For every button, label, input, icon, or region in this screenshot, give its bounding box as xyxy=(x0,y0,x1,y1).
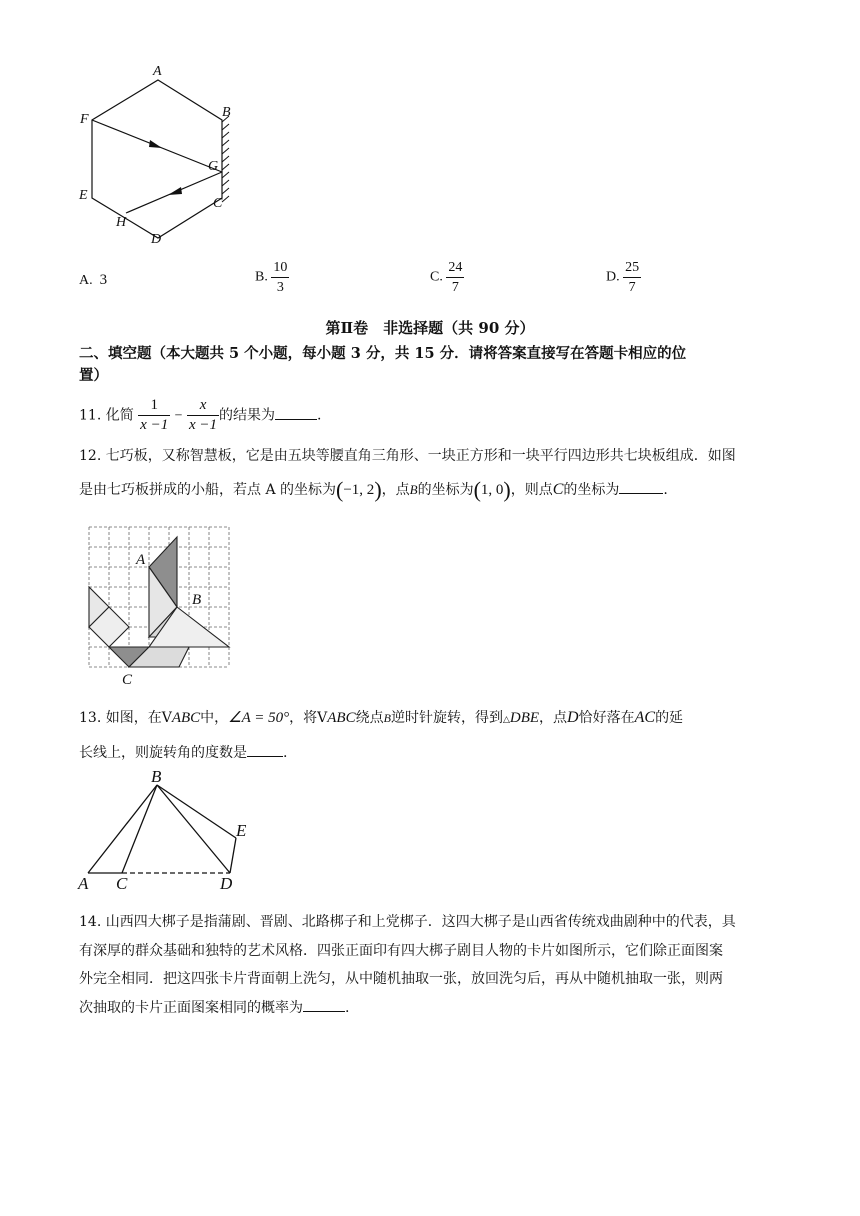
q13-line1-a: 13. 如图，在V xyxy=(79,710,172,726)
q13-answer-blank xyxy=(247,742,283,757)
label-G: G xyxy=(208,159,219,174)
q12-line2-d: ，则点 xyxy=(510,482,553,498)
option-b xyxy=(255,258,289,297)
q13-ac: AC xyxy=(634,709,656,726)
q13-line2 xyxy=(79,742,799,763)
q13-line1 xyxy=(79,706,799,732)
question-11 xyxy=(79,396,322,435)
rot-label-E: E xyxy=(236,821,247,840)
boat-label-C: C xyxy=(122,672,133,688)
q12-end: . xyxy=(663,482,668,498)
label-A: A xyxy=(153,64,162,79)
option-a-letter: A. xyxy=(79,273,93,288)
question-13 xyxy=(79,706,799,763)
q11-prefix: 11. 化简 xyxy=(79,407,134,424)
q14-line1: 14. 山西四大梆子是指蒲剧、晋剧、北路梆子和上党梆子．这四大梆子是山西省传统戏曲剧种中的代表，具 xyxy=(79,914,736,930)
option-b-fraction xyxy=(271,258,289,297)
q13-line1-d: 绕点 xyxy=(355,710,384,726)
segment-BC xyxy=(122,785,157,873)
question-12 xyxy=(79,446,799,503)
q13-angle: ∠A = 50° xyxy=(228,710,290,726)
q13-line1-f: ，点 xyxy=(539,710,568,726)
rotation-triangle-figure xyxy=(74,766,264,896)
boat-label-A: A xyxy=(136,552,146,568)
option-b-letter: B. xyxy=(255,269,268,285)
label-H: H xyxy=(116,215,127,230)
option-d-denominator: 7 xyxy=(628,280,636,295)
q14-line4 xyxy=(79,994,799,1023)
rot-label-B: B xyxy=(151,767,162,786)
q11-f2-num: x xyxy=(187,396,219,416)
arrow-FG xyxy=(149,140,162,148)
label-F: F xyxy=(80,112,89,127)
q13-line1-e: 逆时针旋转，得到 xyxy=(390,710,503,726)
segment-BE xyxy=(157,785,236,838)
label-B: B xyxy=(222,105,231,120)
q12-line2 xyxy=(79,477,799,503)
option-d-fraction xyxy=(623,258,641,297)
q13-abc: ABC xyxy=(171,710,201,726)
q13-line1-c: ，将V xyxy=(289,710,328,726)
option-c-numerator: 24 xyxy=(446,258,464,278)
section2-heading xyxy=(79,343,799,387)
label-C: C xyxy=(213,196,223,211)
option-b-denominator: 3 xyxy=(276,280,284,295)
q12-point-b: B xyxy=(409,482,418,497)
mirror-hatching xyxy=(222,116,229,202)
q12-line2-e: 的坐标为 xyxy=(563,482,620,498)
q14-line4-text: 次抽取的卡片正面图案相同的概率为 xyxy=(79,1000,303,1017)
q11-fraction-2 xyxy=(187,396,219,435)
q11-minus: − xyxy=(174,408,183,424)
q12-coord-b: 1, 0 xyxy=(480,482,504,498)
q11-suffix: 的结果为 xyxy=(219,407,276,424)
q12-coord-a: −1, 2 xyxy=(343,482,375,498)
option-d-letter: D. xyxy=(606,269,620,285)
q13-line2-a: 长线上，则旋转角的度数是 xyxy=(79,745,247,761)
q13-line1-g: 恰好落在 xyxy=(578,710,635,726)
q13-point-d: D xyxy=(567,709,579,726)
q12-paren-close-a: ) xyxy=(374,477,382,502)
q12-line2-b: ，点 xyxy=(381,482,410,498)
tangram-boat-figure xyxy=(80,520,240,692)
segment-BD xyxy=(157,785,230,873)
option-d-numerator: 25 xyxy=(623,258,641,278)
q11-f2-den: x −1 xyxy=(189,417,218,433)
tangram-pieces xyxy=(89,537,229,667)
q12-line2-c: 的坐标为 xyxy=(417,482,474,498)
segment-DE xyxy=(230,838,236,873)
q13-end: . xyxy=(283,745,288,761)
q14-answer-blank xyxy=(303,997,345,1012)
option-b-numerator: 10 xyxy=(271,258,289,278)
q11-f1-den: x −1 xyxy=(140,417,169,433)
q13-point-b: B xyxy=(383,711,391,725)
q13-triangle-symbol: △ xyxy=(502,715,510,725)
hexagon-outline xyxy=(92,80,222,238)
q14-end: . xyxy=(345,1000,350,1017)
q12-paren-open-a: ( xyxy=(336,477,344,502)
q12-line1: 12. 七巧板，又称智慧板，它是由五块等腰直角三角形、一块正方形和一块平行四边形共七块板组成．如图 xyxy=(79,448,736,464)
option-c-denominator: 7 xyxy=(451,280,459,295)
option-d xyxy=(606,258,641,297)
q11-fraction-1 xyxy=(138,396,170,435)
q11-end: . xyxy=(317,407,322,424)
part2-title: 第Ⅱ卷 非选择题（共 90 分） xyxy=(325,319,535,337)
q13-dbe: DBE xyxy=(509,710,540,726)
q12-point-c: C xyxy=(552,481,564,498)
q14-line2: 有深厚的群众基础和独特的艺术风格．四张正面印有四大梆子剧目人物的卡片如图所示，它们除正面图案 xyxy=(79,942,723,959)
q12-paren-open-b: ( xyxy=(473,477,481,502)
q14-line3: 外完全相同．把这四张卡片背面朝上洗匀，从中随机抽取一张，放回洗匀后，再从中随机抽取一张，则两 xyxy=(79,971,723,988)
q13-line1-b: 中， xyxy=(200,710,229,726)
section2-heading-line1: 二、填空题（本大题共 5 个小题，每小题 3 分，共 15 分．请将答案直接写在答题卡相应的位 xyxy=(79,345,687,362)
question-14 xyxy=(79,908,799,1023)
rot-label-D: D xyxy=(220,874,233,893)
segment-AB xyxy=(88,785,157,873)
label-E: E xyxy=(79,188,88,203)
rot-label-C: C xyxy=(116,874,128,893)
section2-heading-line2: 置） xyxy=(79,367,108,384)
hexagon-mirror-figure xyxy=(70,60,250,250)
option-c xyxy=(430,258,464,297)
option-c-fraction xyxy=(446,258,464,297)
arrow-GH xyxy=(168,187,182,195)
q12-answer-blank xyxy=(619,479,663,494)
q12-line2-a: 是由七巧板拼成的小船，若点 A 的坐标为 xyxy=(79,482,337,498)
boat-label-B: B xyxy=(192,592,202,608)
option-c-letter: C. xyxy=(430,269,443,285)
q13-abc-2: ABC xyxy=(327,710,356,726)
q11-f1-num: 1 xyxy=(138,396,170,416)
q12-paren-close-b: ) xyxy=(503,477,511,502)
label-D: D xyxy=(151,232,162,247)
q11-answer-blank xyxy=(275,405,317,420)
option-a-value: 3 xyxy=(99,272,108,288)
q13-line1-h: 的延 xyxy=(655,710,684,726)
option-a xyxy=(79,272,107,289)
rot-label-A: A xyxy=(78,874,89,893)
